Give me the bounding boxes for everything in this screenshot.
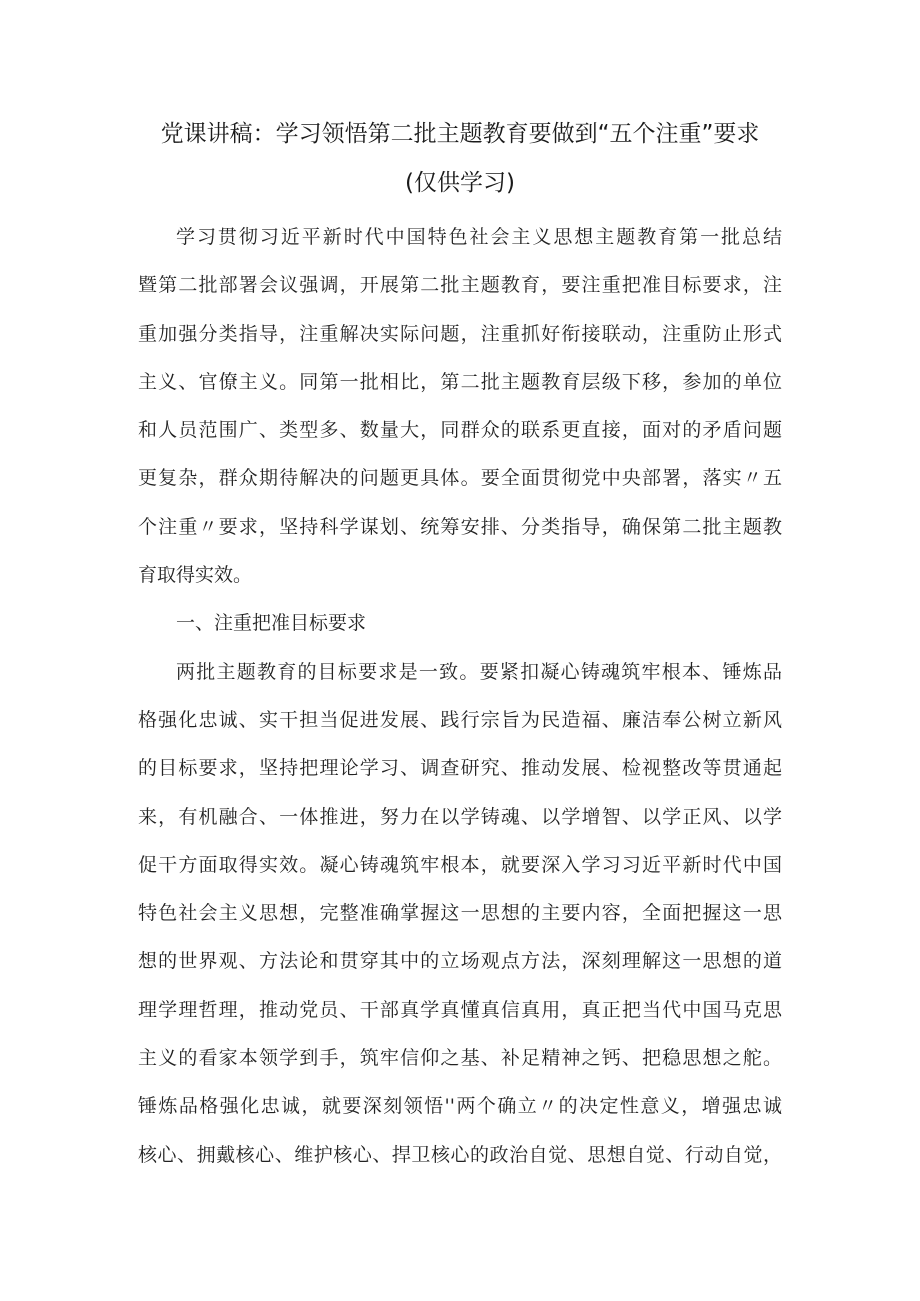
paragraph-line: 促干方面取得实效。凝心铸魂筑牢根本，就要深入学习习近平新时代中国	[138, 853, 782, 876]
paragraph-line: 核心、拥戴核心、维护核心、捍卫核心的政治自觉、思想自觉、行动自觉，	[138, 1143, 782, 1166]
paragraph-line: 主义、官僚主义。同第一批相比，第二批主题教育层级下移，参加的单位	[138, 370, 782, 393]
paragraph-line: 格强化忠诚、实干担当促进发展、践行宗旨为民造福、廉洁奉公树立新风	[138, 708, 782, 731]
paragraph-line: 学习贯彻习近平新时代中国特色社会主义思想主题教育第一批总结	[176, 226, 782, 248]
paragraph-line: 和人员范围广、类型多、数量大，同群众的联系更直接，面对的矛盾问题	[138, 419, 782, 442]
paragraph-line: 主义的看家本领学到手，筑牢信仰之基、补足精神之钙、把稳思想之舵。	[138, 1047, 782, 1070]
paragraph-line: 想的世界观、方法论和贯穿其中的立场观点方法，深刻理解这一思想的道	[138, 950, 782, 973]
document-title: 党课讲稿：学习领悟第二批主题教育要做到“五个注重”要求	[160, 121, 760, 147]
paragraph-line: 个注重〃要求，坚持科学谋划、统筹安排、分类指导，确保第二批主题教	[138, 515, 782, 538]
section-heading: 一、注重把准目标要求	[176, 612, 367, 635]
paragraph-line: 锤炼品格强化忠诚，就要深刻领悟''两个确立〃的决定性意义，增强忠诚	[138, 1095, 782, 1118]
paragraph-line: 两批主题教育的目标要求是一致。要紧扣凝心铸魂筑牢根本、锤炼品	[176, 660, 782, 683]
paragraph-line: 来，有机融合、一体推进，努力在以学铸魂、以学增智、以学正风、以学	[138, 805, 782, 828]
paragraph-line: 暨第二批部署会议强调，开展第二批主题教育，要注重把准目标要求，注	[138, 274, 782, 297]
paragraph-line: 育取得实效。	[138, 564, 253, 587]
document-body	[138, 213, 782, 1179]
paragraph-line: 更复杂，群众期待解决的问题更具体。要全面贯彻党中央部署，落实〃五	[138, 467, 782, 490]
paragraph-line: 重加强分类指导，注重解决实际问题，注重抓好衔接联动，注重防止形式	[138, 322, 782, 345]
paragraph-line: 理学理哲理，推动党员、干部真学真懂真信真用，真正把当代中国马克思	[138, 998, 782, 1021]
document-subtitle: (仅供学习)	[405, 170, 515, 196]
paragraph-line: 的目标要求，坚持把理论学习、调查研究、推动发展、检视整改等贯通起	[138, 757, 782, 780]
paragraph-line: 特色社会主义思想，完整准确掌握这一思想的主要内容，全面把握这一思	[138, 902, 782, 925]
